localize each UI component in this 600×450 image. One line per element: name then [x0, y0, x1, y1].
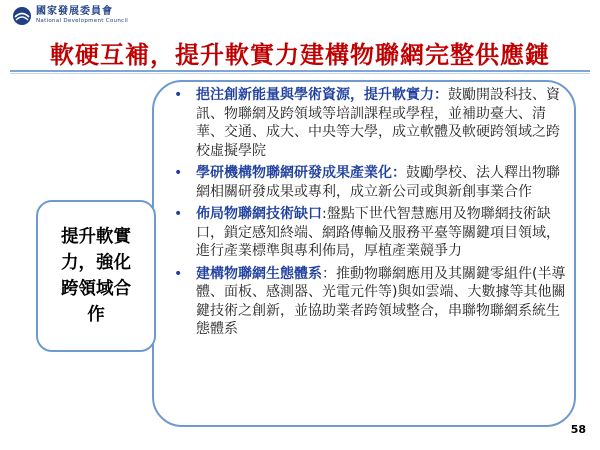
topic-line-4: 作	[87, 305, 105, 325]
bullet-heading: 建構物聯網生態體系	[196, 265, 322, 282]
title-underline	[10, 70, 590, 72]
topic-box	[36, 200, 156, 352]
bullet-text: ：推動物聯網應用及其關鍵零組件(半導體、面板、感測器、光電元件等)與如雲端、大數據等其他關鍵技術之創新，並協助業者跨領域整合，串聯物聯網系統生態體系	[196, 265, 566, 337]
bullet-heading: 學研機構物聯網研發成果產業化：	[196, 165, 406, 181]
bullet-text: :盤點下世代智慧應用及物聯網技術缺口，鎖定感知終端、網路傳輸及服務平臺等關鍵項目領域，進行產業標準與專利佈局，厚植產業競爭力	[196, 206, 560, 259]
bullet-heading: 挹注創新能量與學術資源，提升軟實力：	[196, 87, 448, 103]
org-name-en: National Development Council	[36, 18, 129, 25]
slide-title: 軟硬互補，提升軟實力建構物聯網完整供應鏈	[50, 41, 550, 69]
bullet-text: 鼓勵開設科技、資訊、物聯網及跨領域等培訓課程或學程，並補助臺大、清華、交通、成大、中央等大學，成立軟體及軟硬跨領域之跨校虛擬學院	[196, 87, 560, 159]
bullet-item-4	[172, 265, 568, 339]
bullet-dot-icon: •	[174, 265, 183, 282]
topic-line-3: 跨領域合	[61, 279, 131, 299]
bullet-item-3	[172, 205, 568, 261]
org-name-cn: 國家發展委員會	[36, 6, 113, 18]
topic-line-1: 提升軟實	[61, 227, 131, 247]
topic-label	[46, 224, 146, 328]
ndc-logo-icon	[12, 6, 32, 26]
bullet-dot-icon: •	[174, 165, 183, 181]
bullet-dot-icon: •	[174, 87, 183, 103]
bullet-item-1	[172, 86, 568, 160]
page-number: 58	[570, 423, 586, 436]
ndc-logo	[12, 6, 128, 26]
bullet-item-2	[172, 164, 568, 201]
topic-line-2: 力，強化	[61, 253, 131, 273]
bullet-dot-icon: •	[174, 206, 183, 222]
title-underline-thin	[10, 73, 590, 74]
bullet-list	[172, 86, 568, 343]
bullet-heading: 佈局物聯網技術缺口	[196, 206, 322, 222]
bullet-text: 鼓勵學校、法人釋出物聯網相關研發成果或專利，成立新公司或與新創事業合作	[196, 165, 560, 200]
